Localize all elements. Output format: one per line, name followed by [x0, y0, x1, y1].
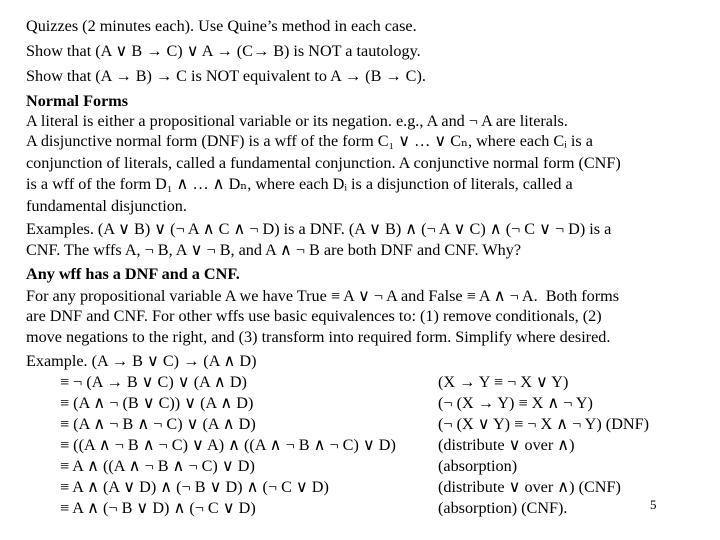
example-step-3: ≡ (A ∧ ¬ B ∧ ¬ C) ∨ (A ∧ D)	[60, 415, 256, 433]
example-step-7: ≡ A ∧ (¬ B ∨ D) ∧ (¬ C ∨ D)	[60, 499, 256, 517]
section-title-any-wff: Any wff has a DNF and a CNF.	[26, 265, 240, 283]
note-step-6: (distribute ∨ over ∧) (CNF)	[438, 478, 621, 496]
example-step-6: ≡ A ∧ (A ∨ D) ∧ (¬ B ∨ D) ∧ (¬ C ∨ D)	[60, 478, 329, 496]
dnf-definition-line-2: conjunction of literals, called a fundamental conjunction. A conjunctive normal form (CNF)	[26, 154, 621, 172]
example-step-1: ≡ ¬ (A → B ∨ C) ∨ (A ∧ D)	[60, 373, 247, 391]
note-step-2: (¬ (X → Y) ≡ X ∧ ¬ Y)	[438, 394, 593, 412]
examples-line-2: CNF. The wffs A, ¬ B, A ∨ ¬ B, and A ∧ ¬ B are both DNF and CNF. Why?	[26, 241, 522, 259]
example-step-5: ≡ A ∧ ((A ∧ ¬ B ∧ ¬ C) ∨ D)	[60, 457, 255, 475]
note-step-7: (absorption) (CNF).	[438, 499, 568, 517]
cnf-definition-line-2: fundamental disjunction.	[26, 197, 187, 215]
quiz-heading: Quizzes (2 minutes each). Use Quine’s method in each case.	[26, 17, 417, 35]
any-wff-line-2: are DNF and CNF. For other wffs use basic equivalences to: (1) remove conditionals, (2)	[26, 307, 602, 325]
note-step-1: (X → Y ≡ ¬ X ∨ Y)	[438, 373, 569, 391]
any-wff-line-1: For any propositional variable A we have True ≡ A ∨ ¬ A and False ≡ A ∧ ¬ A. Both forms	[26, 287, 620, 305]
literal-definition: A literal is either a propositional variable or its negation. e.g., A and ¬ A are literals.	[26, 112, 568, 130]
section-title-normal-forms: Normal Forms	[26, 92, 129, 110]
note-step-3: (¬ (X ∨ Y) ≡ ¬ X ∧ ¬ Y) (DNF)	[438, 415, 649, 433]
quiz-2: Show that (A → B) → C is NOT equivalent to A → (B → C).	[26, 67, 426, 85]
example-line-0: Example. (A → B ∨ C) → (A ∧ D)	[26, 352, 257, 370]
examples-line-1: Examples. (A ∨ B) ∨ (¬ A ∧ C ∧ ¬ D) is a DNF. (A ∨ B) ∧ (¬ A ∨ C) ∧ (¬ C ∨ ¬ D) is a	[26, 220, 612, 238]
example-step-4: ≡ ((A ∧ ¬ B ∧ ¬ C) ∨ A) ∧ ((A ∧ ¬ B ∧ ¬ C) ∨ D)	[60, 436, 396, 454]
cnf-definition-line-1: is a wff of the form D₁ ∧ … ∧ Dₙ, where each Dᵢ is a disjunction of literals, called a	[26, 175, 573, 193]
any-wff-line-3: move negations to the right, and (3) transform into required form. Simplify where desired.	[26, 328, 611, 346]
dnf-definition-line-1: A disjunctive normal form (DNF) is a wff of the form C₁ ∨ … ∨ Cₙ, where each Cᵢ is a	[26, 132, 593, 150]
note-step-5: (absorption)	[438, 457, 518, 475]
note-step-4: (distribute ∨ over ∧)	[438, 436, 575, 454]
example-step-2: ≡ (A ∧ ¬ (B ∨ C)) ∨ (A ∧ D)	[60, 394, 254, 412]
page-number: 5	[650, 497, 657, 512]
quiz-1: Show that (A ∨ B → C) ∨ A → (C→ B) is NOT a tautology.	[26, 42, 421, 60]
